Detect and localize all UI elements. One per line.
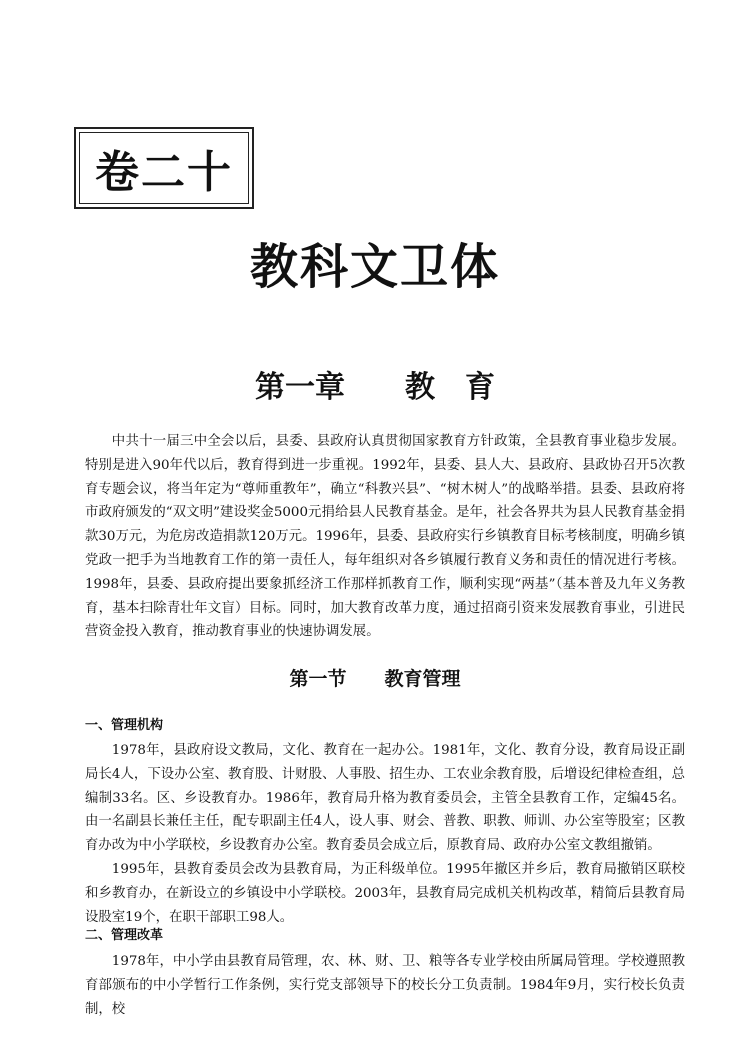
body-paragraph: 1978年，县政府设文教局，文化、教育在一起办公。1981年，文化、教育分设，教育局设正副局长4人，下设办公室、教育股、计财股、人事股、招生办、工农业余教育股，后增设纪律检查组，总编制33名。区、乡设教育办。1986年，教育局升格为教育委员会，主管全县教育工作，定编45名。由一名副县长兼任主任，配专职副主任4人，设人事、财会、普教、职教、师训、办公室等股室；区教育办改为中小学联校，乡设教育办公室。教育委员会成立后，原教育局、政府办公室文教组撤销。	[85, 743, 685, 854]
chapter-title: 第一章 教 育	[255, 370, 495, 405]
volume-label: 卷二十	[95, 147, 233, 198]
volume-title: 教科文卫体	[249, 239, 500, 295]
body-paragraph: 1978年，中小学由县教育局管理，农、林、财、卫、粮等各专业学校由所属局管理。学校遵照教育部颁布的中小学暂行工作条例，实行党支部领导下的校长分工负责制。1984年9月，实行校长负责制，校	[85, 954, 685, 1017]
volume-label-box	[74, 127, 254, 209]
subsection-heading: 一、管理机构	[85, 718, 164, 733]
intro-paragraph: 中共十一届三中全会以后，县委、县政府认真贯彻国家教育方针政策，全县教育事业稳步发展。特别是进入90年代以后，教育得到进一步重视。1992年，县委、县人大、县政府、县政协召开5次教育专题会议，将当年定为“尊师重教年”，确立“科教兴县”、“树木树人”的战略举措。县委、县政府将市政府颁发的“双文明”建设奖金5000元捐给县人民教育基金。是年，社会各界共为县人民教育基金捐款30万元，为危房改造捐款120万元。1996年，县委、县政府实行乡镇教育目标考核制度，明确乡镇党政一把手为当地教育工作的第一责任人，每年组织对各乡镇履行教育义务和责任的情况进行考核。1998年，县委、县政府提出要象抓经济工作那样抓教育工作，顺利实现“两基”（基本普及九年义务教育，基本扫除青壮年文盲）目标。同时，加大教育改革力度，通过招商引资来发展教育事业，引进民营资金投入教育，推动教育事业的快速协调发展。	[85, 434, 685, 640]
subsection-heading: 二、管理改革	[85, 928, 164, 943]
body-paragraph: 1995年，县教育委员会改为县教育局，为正科级单位。1995年撤区并乡后，教育局撤销区联校和乡教育办，在新设立的乡镇设中小学联校。2003年，县教育局完成机关机构改革，精简后县教育局设股室19个，在职干部职工98人。	[85, 862, 685, 925]
section-title: 第一节 教育管理	[289, 668, 461, 690]
